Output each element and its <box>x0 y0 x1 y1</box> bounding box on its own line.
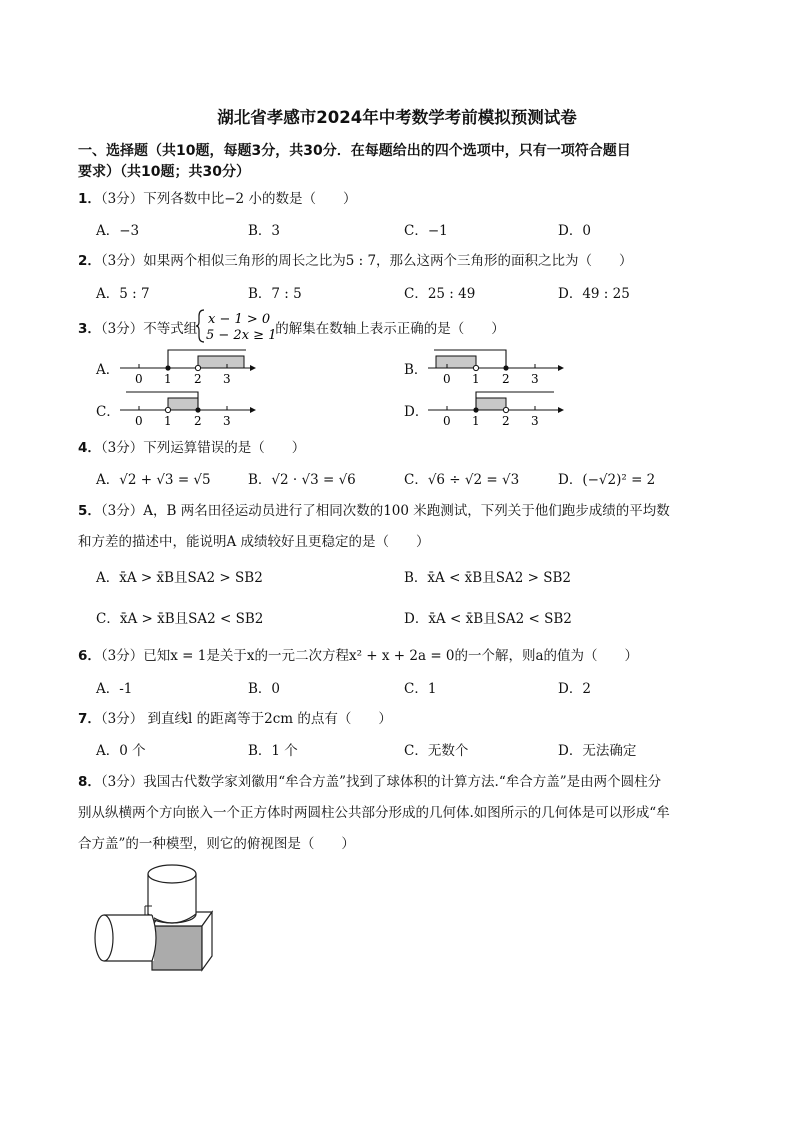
tick-label-0: 0 <box>443 414 451 428</box>
open-point <box>503 407 508 412</box>
axis-arrow <box>250 407 256 413</box>
q3-option-d-label: D． <box>404 404 429 420</box>
tick-label-0: 0 <box>135 414 143 428</box>
q2-option-d: D．49 : 25 <box>558 286 630 302</box>
q2-option-c: C．25 : 49 <box>404 286 476 302</box>
q3-option-b-label: B． <box>404 362 428 378</box>
q7-option-a: A．0 个 <box>96 743 146 759</box>
shaded-region <box>476 398 506 410</box>
question-6: 6．（3分）已知x = 1是关于x的一元二次方程x² + x + 2a = 0的一个解，则a的值为（ ） <box>78 648 639 664</box>
axis-arrow <box>558 365 564 371</box>
number-line-b <box>428 348 568 388</box>
q1-option-a: A．−3 <box>96 223 140 239</box>
tick-label-1: 1 <box>472 414 480 428</box>
q6-option-a: A．-1 <box>96 681 133 697</box>
q2-option-a: A．5 : 7 <box>96 286 150 302</box>
solid-point <box>165 365 170 370</box>
q1-option-c: C．−1 <box>404 223 448 239</box>
question-5-line2: 和方差的描述中，能说明A 成绩较好且更稳定的是（ ） <box>78 534 430 550</box>
solid-point <box>473 407 478 412</box>
q4-option-a: A．√2 + √3 = √5 <box>96 472 211 488</box>
tick-label-3: 3 <box>531 414 539 428</box>
question-4: 4．（3分）下列运算错误的是（ ） <box>78 440 306 456</box>
q4-option-d: D．(−√2)² = 2 <box>558 472 656 488</box>
tick-label-2: 2 <box>194 372 202 386</box>
q2-option-b: B．7 : 5 <box>248 286 302 302</box>
q5-option-d: D．x̄A < x̄B且SA2 < SB2 <box>404 611 572 627</box>
question-8-line3: 合方盖”的一种模型，则它的俯视图是（ ） <box>78 836 355 852</box>
q3-option-a-label: A． <box>96 362 120 378</box>
tick-label-1: 1 <box>472 372 480 386</box>
question-3: 3．（3分）不等式组 的解集在数轴上表示正确的是（ ） <box>78 321 505 337</box>
question-1: 1．（3分）下列各数中比−2 小的数是（ ） <box>78 191 357 207</box>
solid-point <box>503 365 508 370</box>
question-2: 2．（3分）如果两个相似三角形的周长之比为5 : 7，那么这两个三角形的面积之比为（ ） <box>78 253 633 269</box>
open-point <box>195 365 200 370</box>
question-8-line2: 别从纵横两个方向嵌入一个正方体时两圆柱公共部分形成的几何体.如图所示的几何体是可以形成“牟 <box>78 805 670 821</box>
axis-arrow <box>250 365 256 371</box>
vertical-cylinder-top <box>148 865 196 883</box>
section-heading-line1: 一、选择题（共10题，每题3分，共30分．在每题给出的四个选项中，只有一项符合题目 <box>78 143 631 159</box>
q1-option-b: B．3 <box>248 223 281 239</box>
brace-shape <box>196 310 204 342</box>
question-5-line1: 5．（3分）A，B 两名田径运动员进行了相同次数的100 米跑测试，下列关于他们跑步成绩的平均数 <box>78 503 670 519</box>
tick-label-0: 0 <box>443 372 451 386</box>
shaded-region <box>436 356 476 368</box>
tick-label-3: 3 <box>223 414 231 428</box>
q4-option-c: C．√6 ÷ √2 = √3 <box>404 472 520 488</box>
q5-option-a: A．x̄A > x̄B且SA2 > SB2 <box>96 570 263 586</box>
number-line-a <box>120 348 260 388</box>
geometry-figure <box>90 858 220 976</box>
question-8-line1: 8．（3分）我国古代数学家刘徽用“牟合方盖”找到了球体积的计算方法.“牟合方盖”是由两个圆柱分 <box>78 774 662 790</box>
page-title: 湖北省孝感市2024年中考数学考前模拟预测试卷 <box>217 108 577 127</box>
tick-label-3: 3 <box>223 372 231 386</box>
tick-label-0: 0 <box>135 372 143 386</box>
shaded-region <box>198 356 244 368</box>
q4-option-b: B．√2 · √3 = √6 <box>248 472 356 488</box>
tick-label-2: 2 <box>502 414 510 428</box>
tick-label-3: 3 <box>531 372 539 386</box>
q5-option-b: B．x̄A < x̄B且SA2 > SB2 <box>404 570 571 586</box>
open-point <box>473 365 478 370</box>
open-point <box>165 407 170 412</box>
q5-option-c: C．x̄A > x̄B且SA2 < SB2 <box>96 611 264 627</box>
inequality-system <box>196 306 276 346</box>
question-7: 7．（3分） 到直线l 的距离等于2cm 的点有（ ） <box>78 711 392 727</box>
inequality-2: 5 − 2x ≥ 1 <box>206 328 276 343</box>
inequality-1: x − 1 > 0 <box>208 312 271 327</box>
axis-arrow <box>558 407 564 413</box>
q1-option-d: D．0 <box>558 223 591 239</box>
q7-option-d: D．无法确定 <box>558 743 637 759</box>
cube-front-face <box>152 926 202 970</box>
q7-option-b: B．1 个 <box>248 743 298 759</box>
q3-option-c-label: C． <box>96 404 120 420</box>
number-line-d <box>428 390 568 430</box>
tick-label-1: 1 <box>164 414 172 428</box>
tick-label-2: 2 <box>502 372 510 386</box>
q6-option-b: B．0 <box>248 681 281 697</box>
tick-label-1: 1 <box>164 372 172 386</box>
section-heading-line2: 要求）（共10题；共30分） <box>78 164 250 180</box>
tick-label-2: 2 <box>194 414 202 428</box>
horizontal-cylinder-face <box>95 915 113 961</box>
q7-option-c: C．无数个 <box>404 743 469 759</box>
q6-option-d: D．2 <box>558 681 591 697</box>
number-line-c <box>120 390 260 430</box>
solid-point <box>195 407 200 412</box>
q6-option-c: C．1 <box>404 681 437 697</box>
shaded-region <box>168 398 198 410</box>
